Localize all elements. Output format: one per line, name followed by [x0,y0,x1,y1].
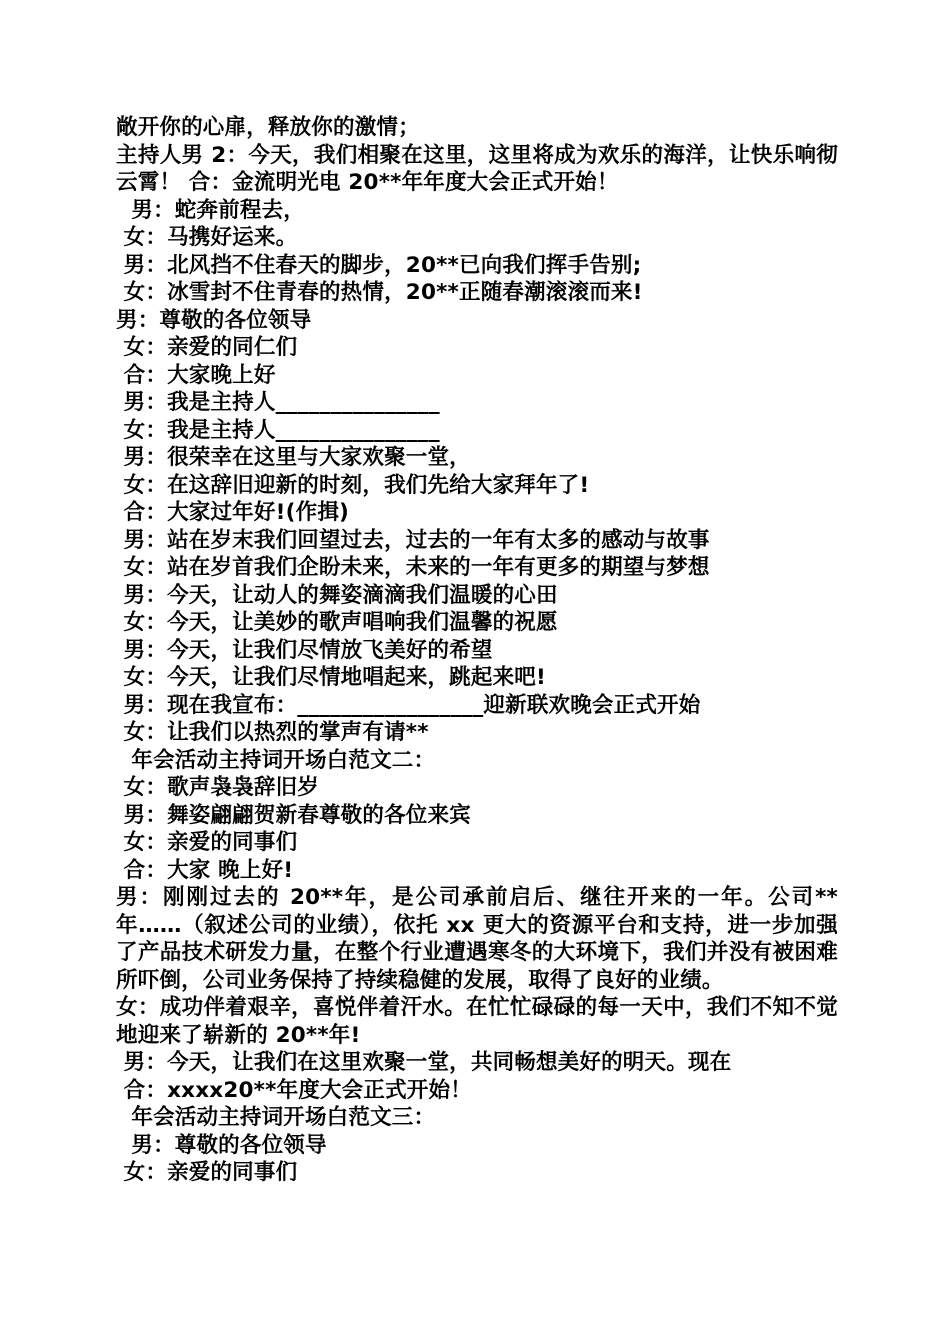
text-line: 男：蛇奔前程去， [116,197,305,223]
text-line: 女：冰雪封不住青春的热情，20**正随春潮滚滚而来! [116,280,643,305]
text-line: 男：今天，让我们尽情放飞美好的希望 [116,637,493,663]
text-line: 女：我是主持人_______________ [116,417,440,443]
section-heading: 年会活动主持词开场白范文二： [116,747,436,773]
text-line: 敞开你的心扉，释放你的激情； [116,115,420,140]
text-paragraph: 主持人男 2：今天，我们相聚在这里，这里将成为欢乐的海洋，让快乐响彻云霄！ 合：金流明光电 20**年年度大会正式开始！ [116,142,838,195]
document-body [116,114,838,1187]
text-line: 女：让我们以热烈的掌声有请** [116,720,429,745]
text-paragraph: 女：成功伴着艰辛，喜悦伴着汗水。在忙忙碌碌的每一天中，我们不知不觉地迎来了崭新的 20**年! [116,995,838,1048]
text-line: 合：大家过年好!(作揖) [116,500,350,525]
text-line: 女：马携好运来。 [116,225,298,250]
text-line: 合：大家 晚上好! [116,857,294,883]
text-line: 女：歌声袅袅辞旧岁 [116,775,319,800]
text-line: 女：亲爱的同事们 [116,1160,298,1185]
text-line: 男：很荣幸在这里与大家欢聚一堂， [116,445,471,470]
text-line: 男：今天，让我们在这里欢聚一堂，共同畅想美好的明天。现在 [116,1050,732,1075]
text-line: 女：今天，让我们尽情地唱起来，跳起来吧! [116,665,546,690]
section-heading: 年会活动主持词开场白范文三： [116,1105,436,1130]
text-line: 男：现在我宣布：_________________迎新联欢晚会正式开始 [116,692,701,718]
text-line: 女：亲爱的同事们 [116,830,298,855]
text-paragraph: 男：刚刚过去的 20**年，是公司承前启后、继往开来的一年。公司**年……（叙述公司的业绩），依托 xx 更大的资源平台和支持，进一步加强了产品技术研发力量，在整个行业遭遇寒冬的大环境下，我们并没有被困难所吓倒，公司业务保持了持续稳健的发展，取得了良好的业绩。 [116,885,838,993]
text-line: 女：亲爱的同仁们 [116,335,298,360]
text-line: 男：尊敬的各位领导 [116,1132,327,1158]
text-line: 合：大家晚上好 [116,362,276,388]
text-line: 男：我是主持人_______________ [116,390,440,415]
text-line: 男：尊敬的各位领导 [116,307,312,333]
text-line: 女：站在岁首我们企盼未来，未来的一年有更多的期望与梦想 [116,555,710,580]
text-line: 女：在这辞旧迎新的时刻，我们先给大家拜年了! [116,472,590,498]
text-line: 女：今天，让美妙的歌声唱响我们温馨的祝愿 [116,610,558,635]
text-line: 男：今天，让动人的舞姿滴滴我们温暖的心田 [116,582,558,608]
text-line: 男：北风挡不住春天的脚步，20**已向我们挥手告别; [116,252,642,278]
text-line: 合：xxxx20**年度大会正式开始！ [116,1077,472,1103]
text-line: 男：站在岁末我们回望过去，过去的一年有太多的感动与故事 [116,527,710,553]
text-line: 男：舞姿翩翩贺新春尊敬的各位来宾 [116,802,471,828]
